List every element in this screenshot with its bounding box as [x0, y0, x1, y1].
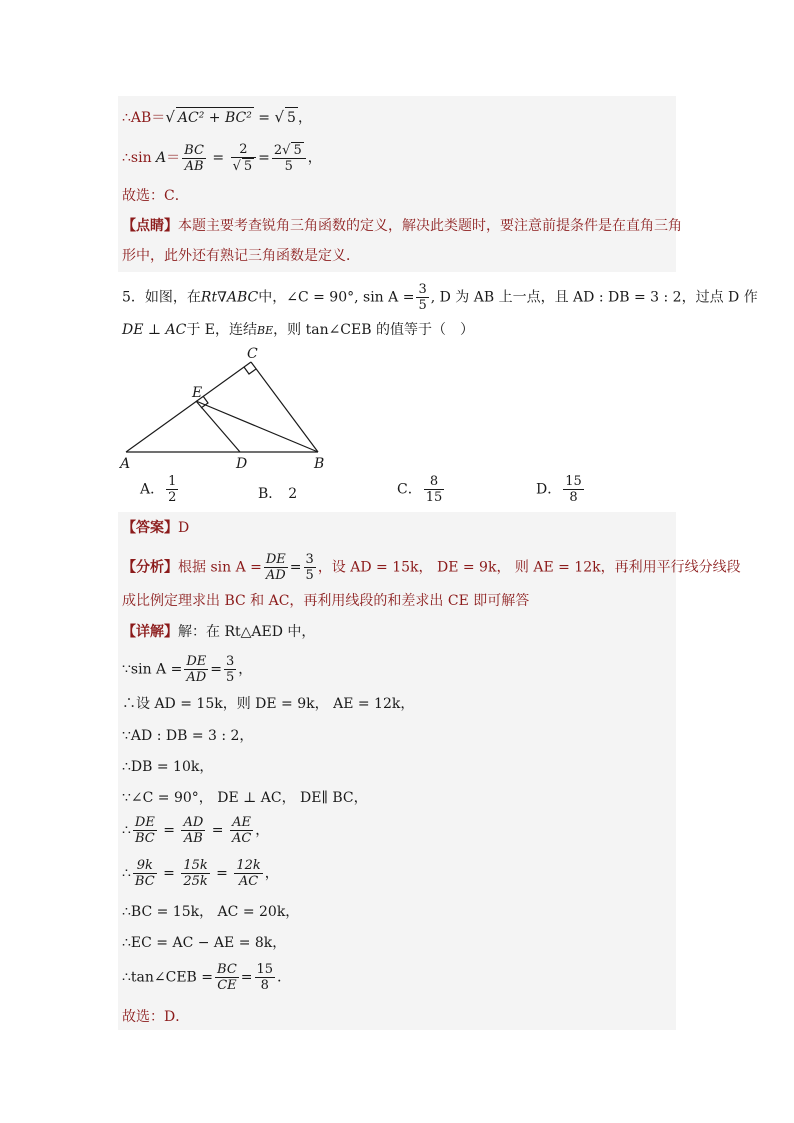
detail-step-8: ∴BC = 15k， AC = 20k， — [122, 904, 300, 920]
analysis-line-1: 【分析】根据 sin A = $\frac{DE}{AD}$ = $\frac{3}{5}$ ，设 AD = 15k， DE = 9k， 则 AE = 12k，再利用平行线分线段 — [122, 552, 741, 583]
right-angle-c — [244, 367, 256, 374]
label-e: E — [192, 385, 203, 401]
option-d[interactable]: D． $\frac{15}{8}$ — [536, 474, 582, 505]
analysis-line-2: 成比例定理求出 BC 和 AC，再利用线段的和差求出 CE 即可解答 — [122, 593, 530, 609]
detail-step-3: ∵AD : DB = 3 : 2， — [122, 728, 254, 744]
prev-choice: 故选：C． — [122, 188, 189, 204]
detail-step-4: ∴DB = 10k， — [122, 759, 214, 775]
triangle-figure — [110, 340, 340, 475]
label-a: A — [120, 456, 131, 472]
label-c: C — [247, 346, 258, 362]
option-a[interactable]: A． $\frac{1}{2}$ — [140, 474, 177, 505]
sin-line: ∴sin A＝ $\frac{BC}{AB}$ = $\frac{2}{√ 5}$ = $\frac{2√ 5}{5}$ ， — [122, 142, 322, 174]
option-b[interactable]: B． 2 — [258, 486, 298, 502]
detail-step-6: ∴ $\frac{DE}{BC}$ = $\frac{AD}{AB}$ = $\frac{AE}{AC}$ ， — [122, 815, 270, 846]
detail-step-2: ∴设 AD = 15k，则 DE = 9k， AE = 12k， — [122, 696, 415, 712]
detail-choice: 故选：D． — [122, 1009, 190, 1025]
option-c[interactable]: C． $\frac{8}{15}$ — [397, 474, 443, 505]
side-ac — [126, 362, 251, 452]
detail-step-7: ∴ $\frac{9k}{BC}$ = $\frac{15k}{25k}$ = $\frac{12k}{AC}$ ， — [122, 858, 279, 889]
answer-line: 【答案】D — [122, 520, 190, 536]
comment-line-2: 形中，此外还有熟记三角函数是定义． — [122, 248, 360, 264]
detail-intro: 【详解】解：在 Rt△AED 中， — [122, 624, 316, 640]
label-d: D — [236, 456, 248, 472]
question-line-2: DE ⊥ AC于 E，连结BE，则 tan∠CEB 的值等于（ ） — [122, 322, 474, 338]
ab-line: ∴AB＝√ AC² + BC² = √ 5 ， — [122, 108, 312, 126]
label-b: B — [314, 456, 325, 472]
comment-line-1: 【点睛】本题主要考查锐角三角函数的定义，解决此类题时，要注意前提条件是在直角三角 — [122, 218, 682, 234]
detail-step-10: ∴tan∠CEB = $\frac{BC}{CE}$ = $\frac{15}{8}$ ． — [122, 962, 292, 993]
detail-step-1: ∵sin A = $\frac{DE}{AD}$ = $\frac{3}{5}$ ， — [122, 654, 253, 685]
detail-step-5: ∵∠C = 90°， DE ⊥ AC， DE∥ BC， — [122, 790, 368, 806]
question-line-1: 5．如图，在Rt∇ABC中，∠C = 90°, sin A = $\frac{3}{5}$ , D 为 AB 上一点，且 AD : DB = 3 : 2，过点 D 作 — [122, 282, 758, 313]
segment-de — [196, 401, 240, 452]
detail-step-9: ∴EC = AC − AE = 8k， — [122, 935, 287, 951]
